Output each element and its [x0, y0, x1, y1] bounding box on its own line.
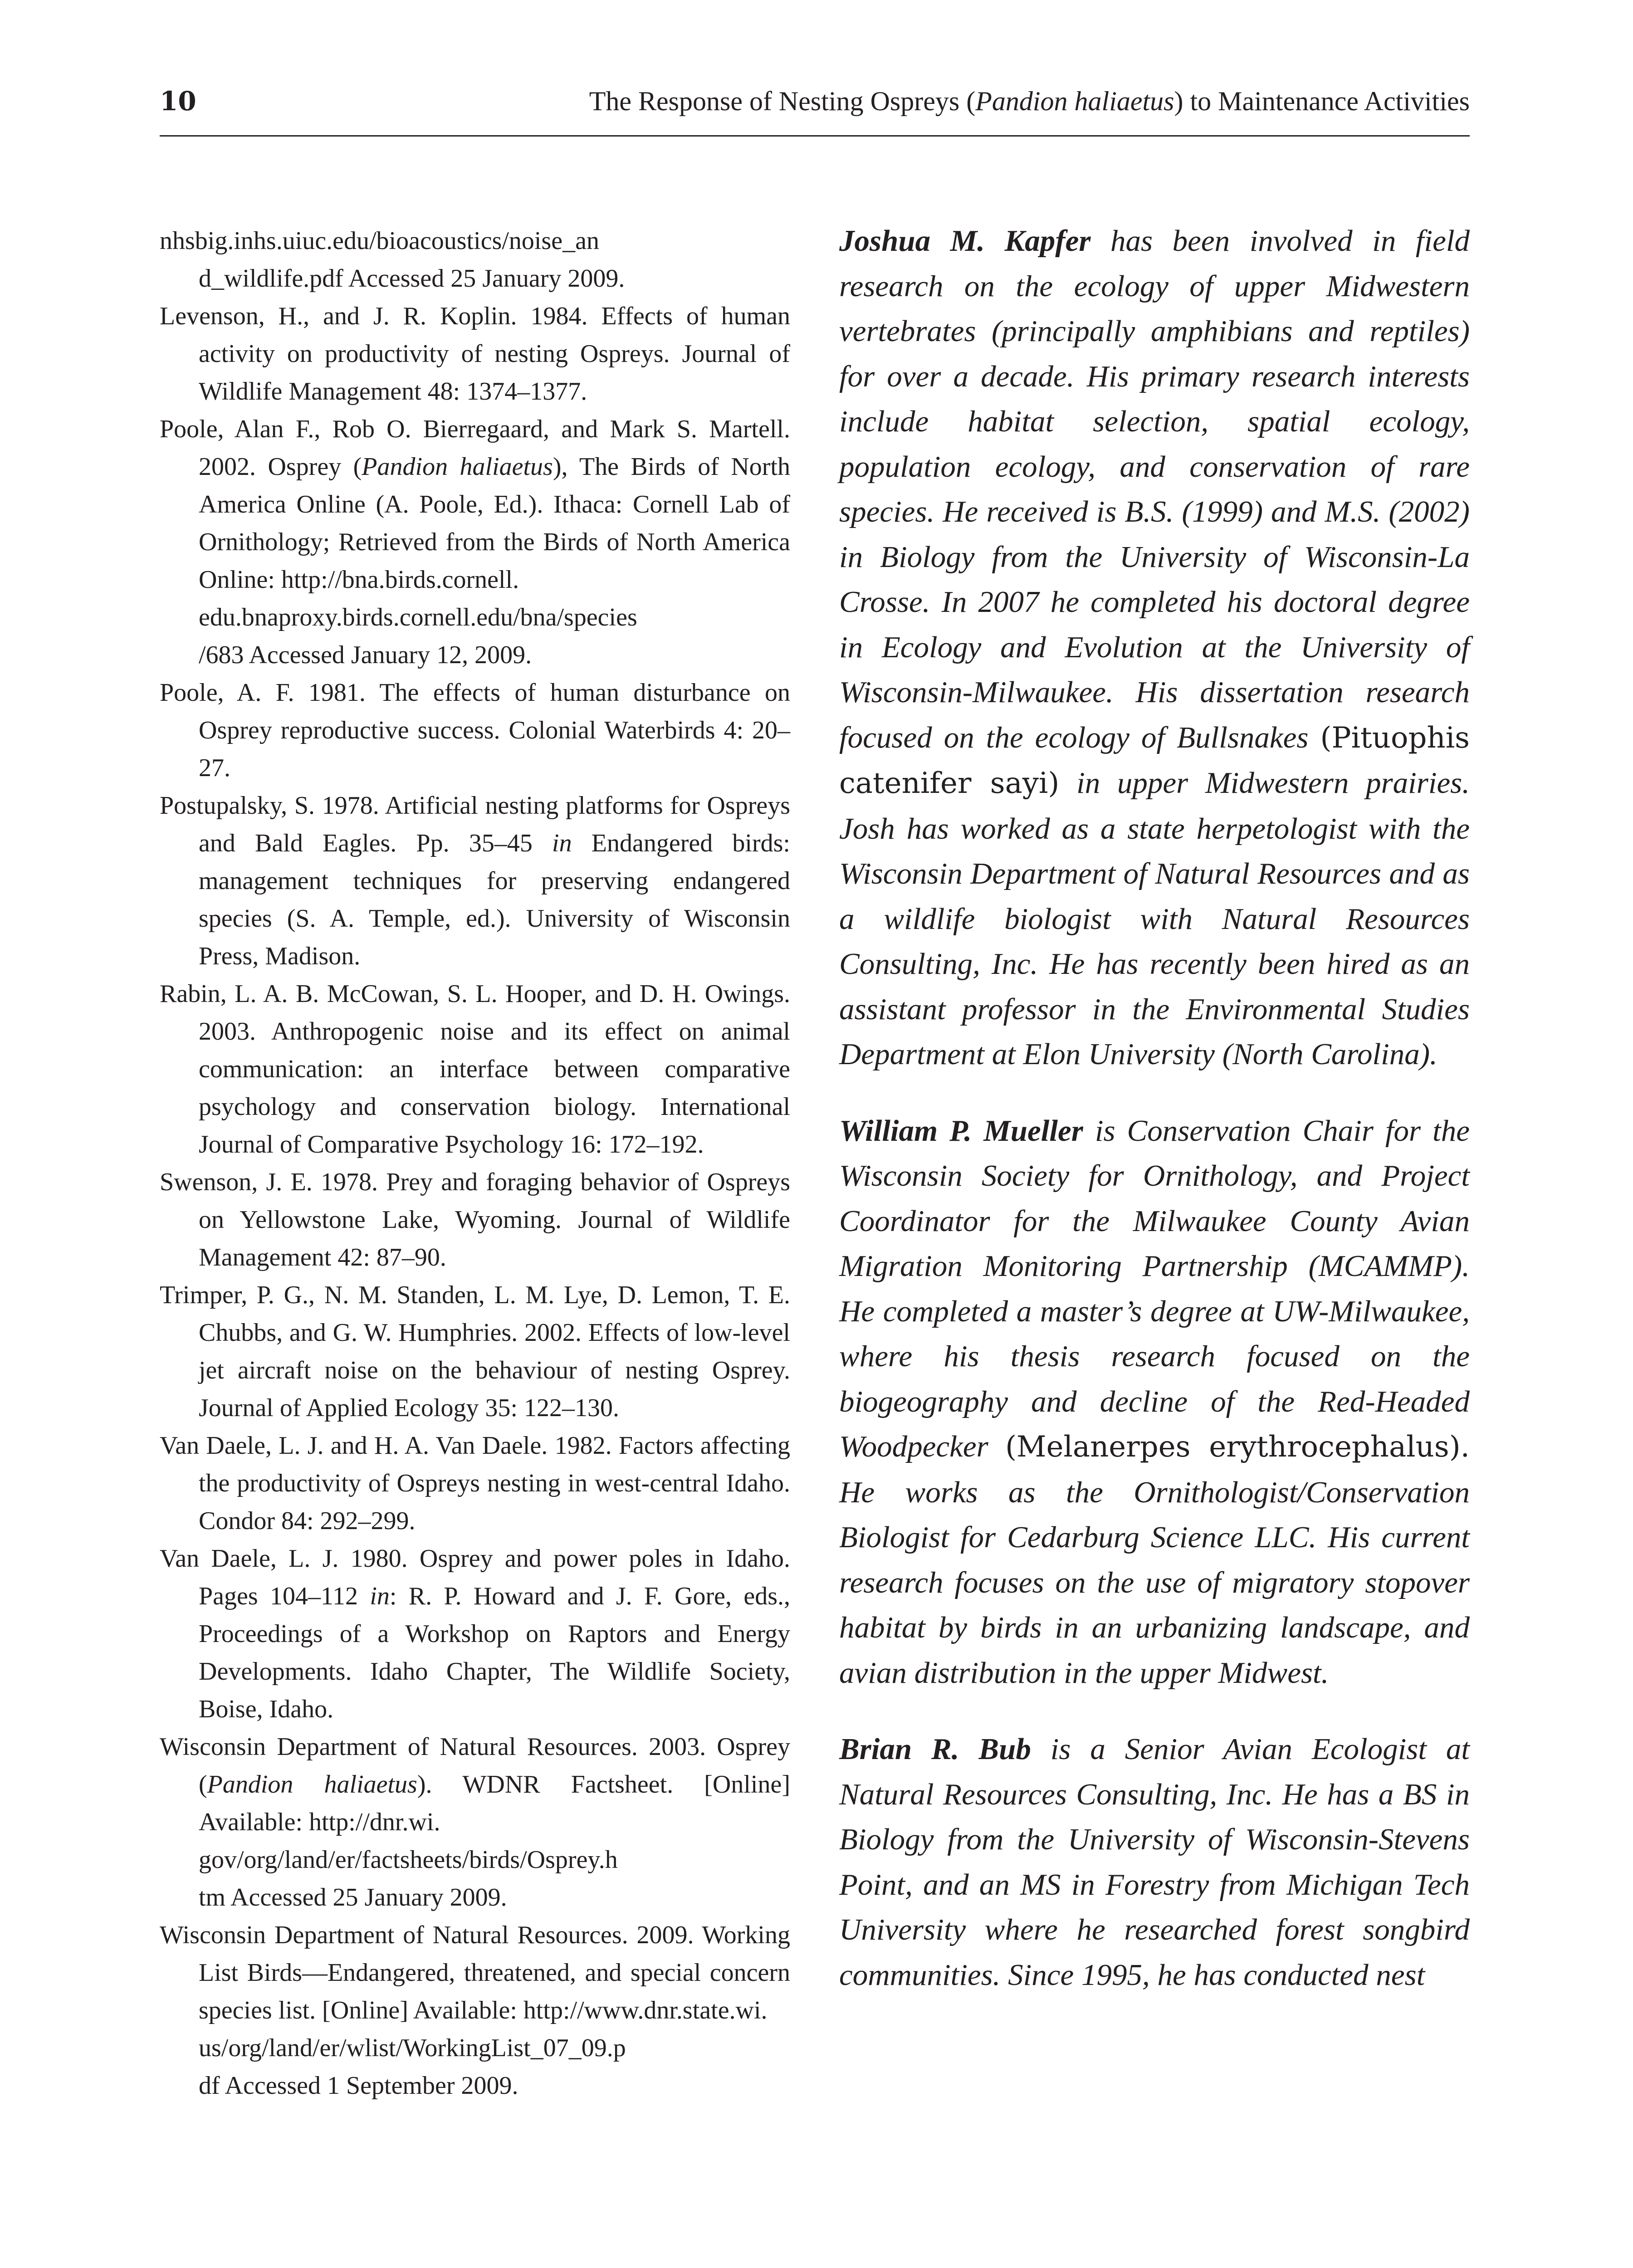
- running-title: [589, 81, 1470, 122]
- reference-entry: [160, 1728, 790, 1916]
- running-title-part: ) to Maintenance Activities: [1174, 86, 1470, 116]
- author-bio: [839, 219, 1470, 1077]
- reference-text: Poole, Alan F., Rob O. Bierregaard, and Mark S. Martell. 2002. Osprey (: [160, 415, 790, 481]
- reference-italic: in: [552, 829, 572, 857]
- bio-species: (Pituophis catenifer sayi): [839, 721, 1470, 800]
- author-name: Brian R. Bub: [839, 1732, 1031, 1766]
- bio-text: in upper Midwestern prairies. Josh has worked as a state herpetologist with the Wisconsin Department of Natural Resources and as a wildlife biologist with Natural Resources Consulting, Inc. He has recently been hired as an assistant professor in the Environmental Studies Department at Elon University (North Carolina).: [839, 766, 1470, 1071]
- reference-text: Wisconsin Department of Natural Resources. 2003. Osprey (: [160, 1733, 790, 1799]
- author-bio: [839, 1109, 1470, 1696]
- reference-italic: in: [370, 1582, 390, 1610]
- bio-text: is a Senior Avian Ecologist at Natural Resources Consulting, Inc. He has a BS in Biology from the University of Wisconsin-Stevens Point, and an MS in Forestry from Michigan Tech University where he researched forest songbird communities. Since 1995, he has conducted nest: [839, 1732, 1470, 1992]
- bio-text: He works as the Ornithologist/Conservation Biologist for Cedarburg Science LLC. His current research focuses on the use of migratory stopover habitat by birds in an urbanizing landscape, and avian distribution in the upper Midwest.: [839, 1475, 1470, 1690]
- reference-entry: Wisconsin Department of Natural Resources. 2009. Working List Birds—Endangered, threatened, and special concern species list. [Online] Available: http://www.dnr.state.wi. us/org/land/er/wlist/WorkingList_07_09.p df Accessed 1 September 2009.: [160, 1921, 790, 2100]
- author-name: Joshua M. Kapfer: [839, 224, 1091, 258]
- author-bios-column: [839, 219, 1470, 2029]
- bio-text: is Conservation Chair for the Wisconsin Society for Ornithology, and Project Coordinator for the Milwaukee County Avian Migration Monitoring Partnership (MCAMMP). He completed a master’s degree at UW-Milwaukee, where his thesis research focused on the biogeography and decline of the Red-Headed Woodpecker: [839, 1114, 1470, 1463]
- reference-text: Van Daele, L. J. 1980. Osprey and power poles in Idaho. Pages 104–112: [160, 1545, 790, 1610]
- reference-species: Pandion haliaetus: [207, 1770, 417, 1799]
- reference-text: ), The Birds of North America Online (A. Poole, Ed.). Ithaca: Cornell Lab of Ornithology; Retrieved from the Birds of North America Online: http://bna.birds.cornell. edu.bnaproxy.birds.cornell.edu/bna/species /683 Accessed January 12, 2009.: [199, 453, 790, 669]
- reference-text: ). WDNR Factsheet. [Online] Available: http://dnr.wi. gov/org/land/er/factsheets/birds/Osprey.h tm Accessed 25 January 2009.: [199, 1770, 790, 1911]
- reference-entry: Poole, A. F. 1981. The effects of human disturbance on Osprey reproductive success. Colonial Waterbirds 4: 20–27.: [160, 679, 790, 782]
- bio-species: (Melanerpes erythrocephalus).: [1005, 1430, 1470, 1464]
- reference-text: Endangered birds: management techniques for preserving endangered species (S. A. Temple, ed.). University of Wisconsin Press, Madison.: [199, 829, 790, 970]
- author-name: William P. Mueller: [839, 1114, 1083, 1148]
- running-head: [160, 81, 1470, 137]
- page-number: 10: [160, 86, 196, 117]
- reference-text: Postupalsky, S. 1978. Artificial nesting platforms for Ospreys and Bald Eagles. Pp. 35–45: [160, 792, 790, 857]
- reference-entry: nhsbig.inhs.uiuc.edu/bioacoustics/noise_an d_wildlife.pdf Accessed 25 January 2009.: [160, 227, 625, 293]
- reference-entry: [160, 787, 790, 975]
- author-bio: [839, 1727, 1470, 1998]
- reference-species: Pandion haliaetus: [362, 453, 553, 481]
- reference-entry: Swenson, J. E. 1978. Prey and foraging behavior of Ospreys on Yellowstone Lake, Wyoming. Journal of Wildlife Management 42: 87–90.: [160, 1168, 790, 1271]
- references-column: [160, 222, 790, 2105]
- reference-entry: Van Daele, L. J. and H. A. Van Daele. 1982. Factors affecting the productivity of Ospreys nesting in west-central Idaho. Condor 84: 292–299.: [160, 1432, 790, 1535]
- reference-entry: [160, 1540, 790, 1728]
- running-title-species: Pandion haliaetus: [975, 86, 1174, 116]
- reference-entry: Rabin, L. A. B. McCowan, S. L. Hooper, and D. H. Owings. 2003. Anthropogenic noise and its effect on animal communication: an interface between comparative psychology and conservation biology. International Journal of Comparative Psychology 16: 172–192.: [160, 980, 790, 1158]
- reference-entry: Trimper, P. G., N. M. Standen, L. M. Lye, D. Lemon, T. E. Chubbs, and G. W. Humphries. 2002. Effects of low-level jet aircraft noise on the behaviour of nesting Osprey. Journal of Applied Ecology 35: 122–130.: [160, 1281, 790, 1422]
- reference-entry: [160, 411, 790, 674]
- running-title-part: The Response of Nesting Ospreys (: [589, 86, 976, 116]
- reference-text: : R. P. Howard and J. F. Gore, eds., Proceedings of a Workshop on Raptors and Energy Developments. Idaho Chapter, The Wildlife Society, Boise, Idaho.: [199, 1582, 791, 1723]
- bio-text: has been involved in field research on the ecology of upper Midwestern vertebrates (principally amphibians and reptiles) for over a decade. His primary research interests include habitat selection, spatial ecology, population ecology, and conservation of rare species. He received is B.S. (1999) and M.S. (2002) in Biology from the University of Wisconsin-La Crosse. In 2007 he completed his doctoral degree in Ecology and Evolution at the University of Wisconsin-Milwaukee. His dissertation research focused on the ecology of Bullsnakes: [839, 224, 1470, 754]
- reference-entry: Levenson, H., and J. R. Koplin. 1984. Effects of human activity on productivity of nesting Ospreys. Journal of Wildlife Management 48: 1374–1377.: [160, 302, 790, 406]
